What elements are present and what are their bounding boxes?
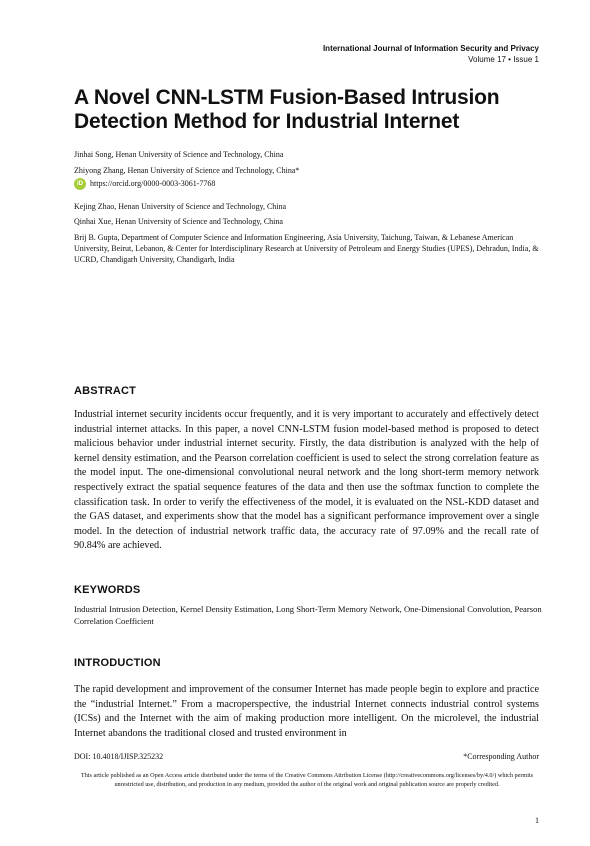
- corresponding-author-note: *Corresponding Author: [463, 752, 539, 761]
- orcid-url[interactable]: https://orcid.org/0000-0003-3061-7768: [90, 179, 216, 188]
- author-line: Jinhai Song, Henan University of Science and Technology, China: [74, 150, 284, 159]
- license-notice: This article published as an Open Access article distributed under the terms of the Creative Commons Attribution License (http://creativecommons.org/licenses/by/4.0/) which permits unrestricted use, distribution, and production in any medium, provided the author of the original work and original publication source are properly credited.: [80, 772, 534, 788]
- introduction-text: The rapid development and improvement of the consumer Internet has made people begin to explore and practice the “industrial Internet.” From a macroperspective, the industrial Internet connects industrial control systems (ICSs) and the Internet with the aim of making production more intelligent. On the microlevel, the industrial Internet abandons the traditional closed and trusted environment in: [74, 684, 539, 739]
- introduction-heading: INTRODUCTION: [74, 657, 161, 669]
- author-line: Kejing Zhao, Henan University of Science and Technology, China: [74, 202, 287, 211]
- journal-name: International Journal of Information Security and Privacy: [322, 44, 539, 53]
- doi: DOI: 10.4018/IJISP.325232: [74, 752, 164, 761]
- keywords-heading: KEYWORDS: [74, 584, 141, 596]
- paper-title: A Novel CNN-LSTM Fusion-Based Intrusion Detection Method for Industrial Internet: [74, 86, 500, 133]
- orcid-icon: iD: [74, 178, 86, 190]
- abstract-heading: ABSTRACT: [74, 385, 137, 397]
- author-line: Qinhai Xue, Henan University of Science and Technology, China: [74, 217, 283, 226]
- volume-issue: Volume 17 • Issue 1: [468, 55, 539, 64]
- page-number: 1: [535, 816, 539, 825]
- orcid-link[interactable]: [74, 178, 215, 190]
- author-line: Brij B. Gupta, Department of Computer Science and Information Engineering, Asia University, Taichung, Taiwan, & Lebanese American University, Beirut, Lebanon, & Center for Interdisciplinary Research at University of Petroleum and Energy Studies (UPES), Dehradun, India, & UCRD, Chandigarh University, Chandigarh, India: [74, 233, 539, 264]
- keywords-text: Industrial Intrusion Detection, Kernel Density Estimation, Long Short-Term Memory Network, One-Dimensional Convolution, Pearson Correlation Coefficient: [74, 604, 542, 626]
- abstract-text: Industrial internet security incidents occur frequently, and it is very important to accurately and effectively detect industrial internet attacks. In this paper, a novel CNN-LSTM fusion model-based method is proposed to detect malicious behavior under industrial internet security. Firstly, the data distribution is analyzed with the help of kernel density estimation, and the Pearson correlation coefficient is used to select the strong correlation feature as the model input. The one-dimensional convolutional neural network and the long short-term memory network respectively extract the spatial sequence features of the data and then use the softmax function to complete the classification task. In order to verify the effectiveness of the model, it is evaluated on the NSL-KDD dataset and the GAS dataset, and experiments show that the model has a significant performance improvement over a single model. In the detection of industrial network traffic data, the accuracy rate of 97.09% and the recall rate of 90.84% are achieved.: [74, 409, 539, 552]
- author-line: Zhiyong Zhang, Henan University of Science and Technology, China*: [74, 166, 300, 175]
